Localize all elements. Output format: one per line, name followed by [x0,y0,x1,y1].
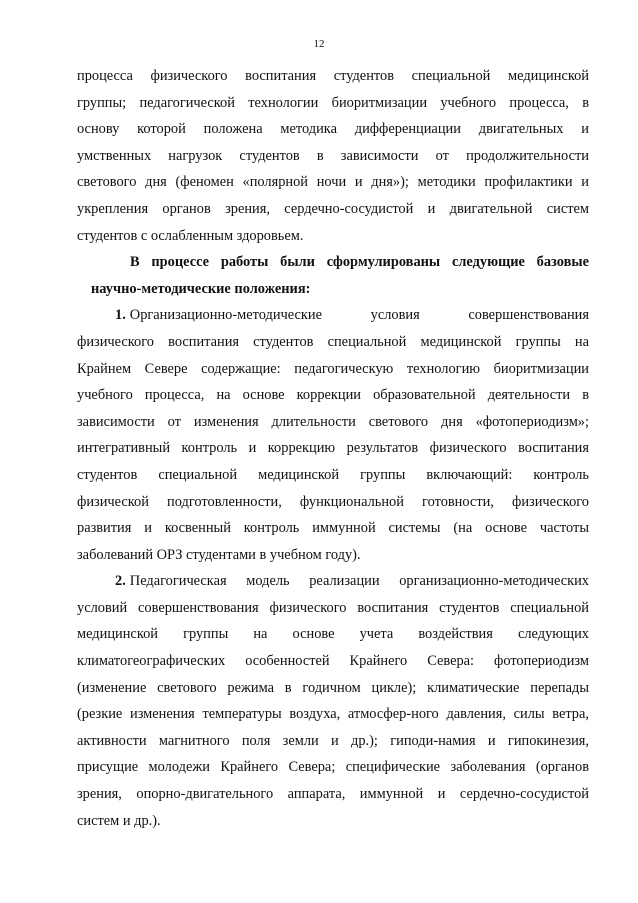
text-line: заболеваний ОРЗ студентами в учебном году). [77,546,361,563]
text-line: климатогеографических особенностей Крайнего Севера: фотопериодизм [77,653,589,670]
list-item-number: 1. [115,307,126,324]
text-line: систем и др.). [77,812,161,829]
text-line: основу которой положена методика дифференциации двигательных и [77,121,589,138]
text-line: учебного процесса, на основе коррекции образовательной деятельности в [77,387,589,404]
text-line: Крайнем Севере содержащие: педагогическую технологию биоритмизации [77,360,589,377]
text-line: присущие молодежи Крайнего Севера; специфические заболевания (органов [77,759,589,776]
text-line: светового дня (феномен «полярной ночи и дня»); методики профилактики и [77,174,589,191]
list-item-first-line [77,568,589,595]
text-line: условий совершенствования физического воспитания студентов специальной [77,599,589,616]
list-item-text: Педагогическая модель реализации организационно-методических [129,573,589,590]
list-item-number: 2. [115,573,126,590]
list-item-2 [77,568,589,834]
heading-line: В процессе работы были сформулированы следующие базовые [130,254,589,271]
text-line: активности магнитного поля земли и др.); гиподи-намия и гипокинезия, [77,732,589,749]
text-line: студентов специальной медицинской группы включающий: контроль [77,466,589,483]
heading-line: научно-методические положения: [91,280,311,297]
text-line: укрепления органов зрения, сердечно-сосудистой и двигательной систем [77,200,589,217]
list-item-first-line [77,302,589,329]
text-line: группы; педагогической технологии биоритмизации учебного процесса, в [77,94,589,111]
text-line: процесса физического воспитания студентов специальной медицинской [77,68,589,84]
text-line: медицинской группы на основе учета воздействия следующих [77,626,589,643]
text-line: умственных нагрузок студентов в зависимости от продолжительности [77,147,589,164]
page-number: 12 [313,38,325,50]
text-line: (изменение светового режима в годичном цикле); климатические перепады [77,679,589,696]
section-heading [77,249,589,302]
list-item-text: Организационно-методические условия совершенствования [129,307,589,324]
text-line: студентов с ослабленным здоровьем. [77,227,304,244]
text-line: (резкие изменения температуры воздуха, атмосфер-ного давления, силы ветра, [77,706,589,723]
text-line: развития и косвенный контроль иммунной системы (на основе частоты [77,520,589,537]
text-line: зрения, опорно-двигательного аппарата, иммунной и сердечно-сосудистой [77,786,589,803]
text-line: физического воспитания студентов специальной медицинской группы на [77,333,589,350]
text-line: зависимости от изменения длительности светового дня «фотопериодизм»; [77,413,589,430]
text-line: физической подготовленности, функциональной готовности, физического [77,493,589,510]
document-body [77,63,589,834]
text-line: интегративный контроль и коррекцию результатов физического воспитания [77,440,589,457]
intro-paragraph [77,63,589,249]
list-item-1 [77,302,589,568]
